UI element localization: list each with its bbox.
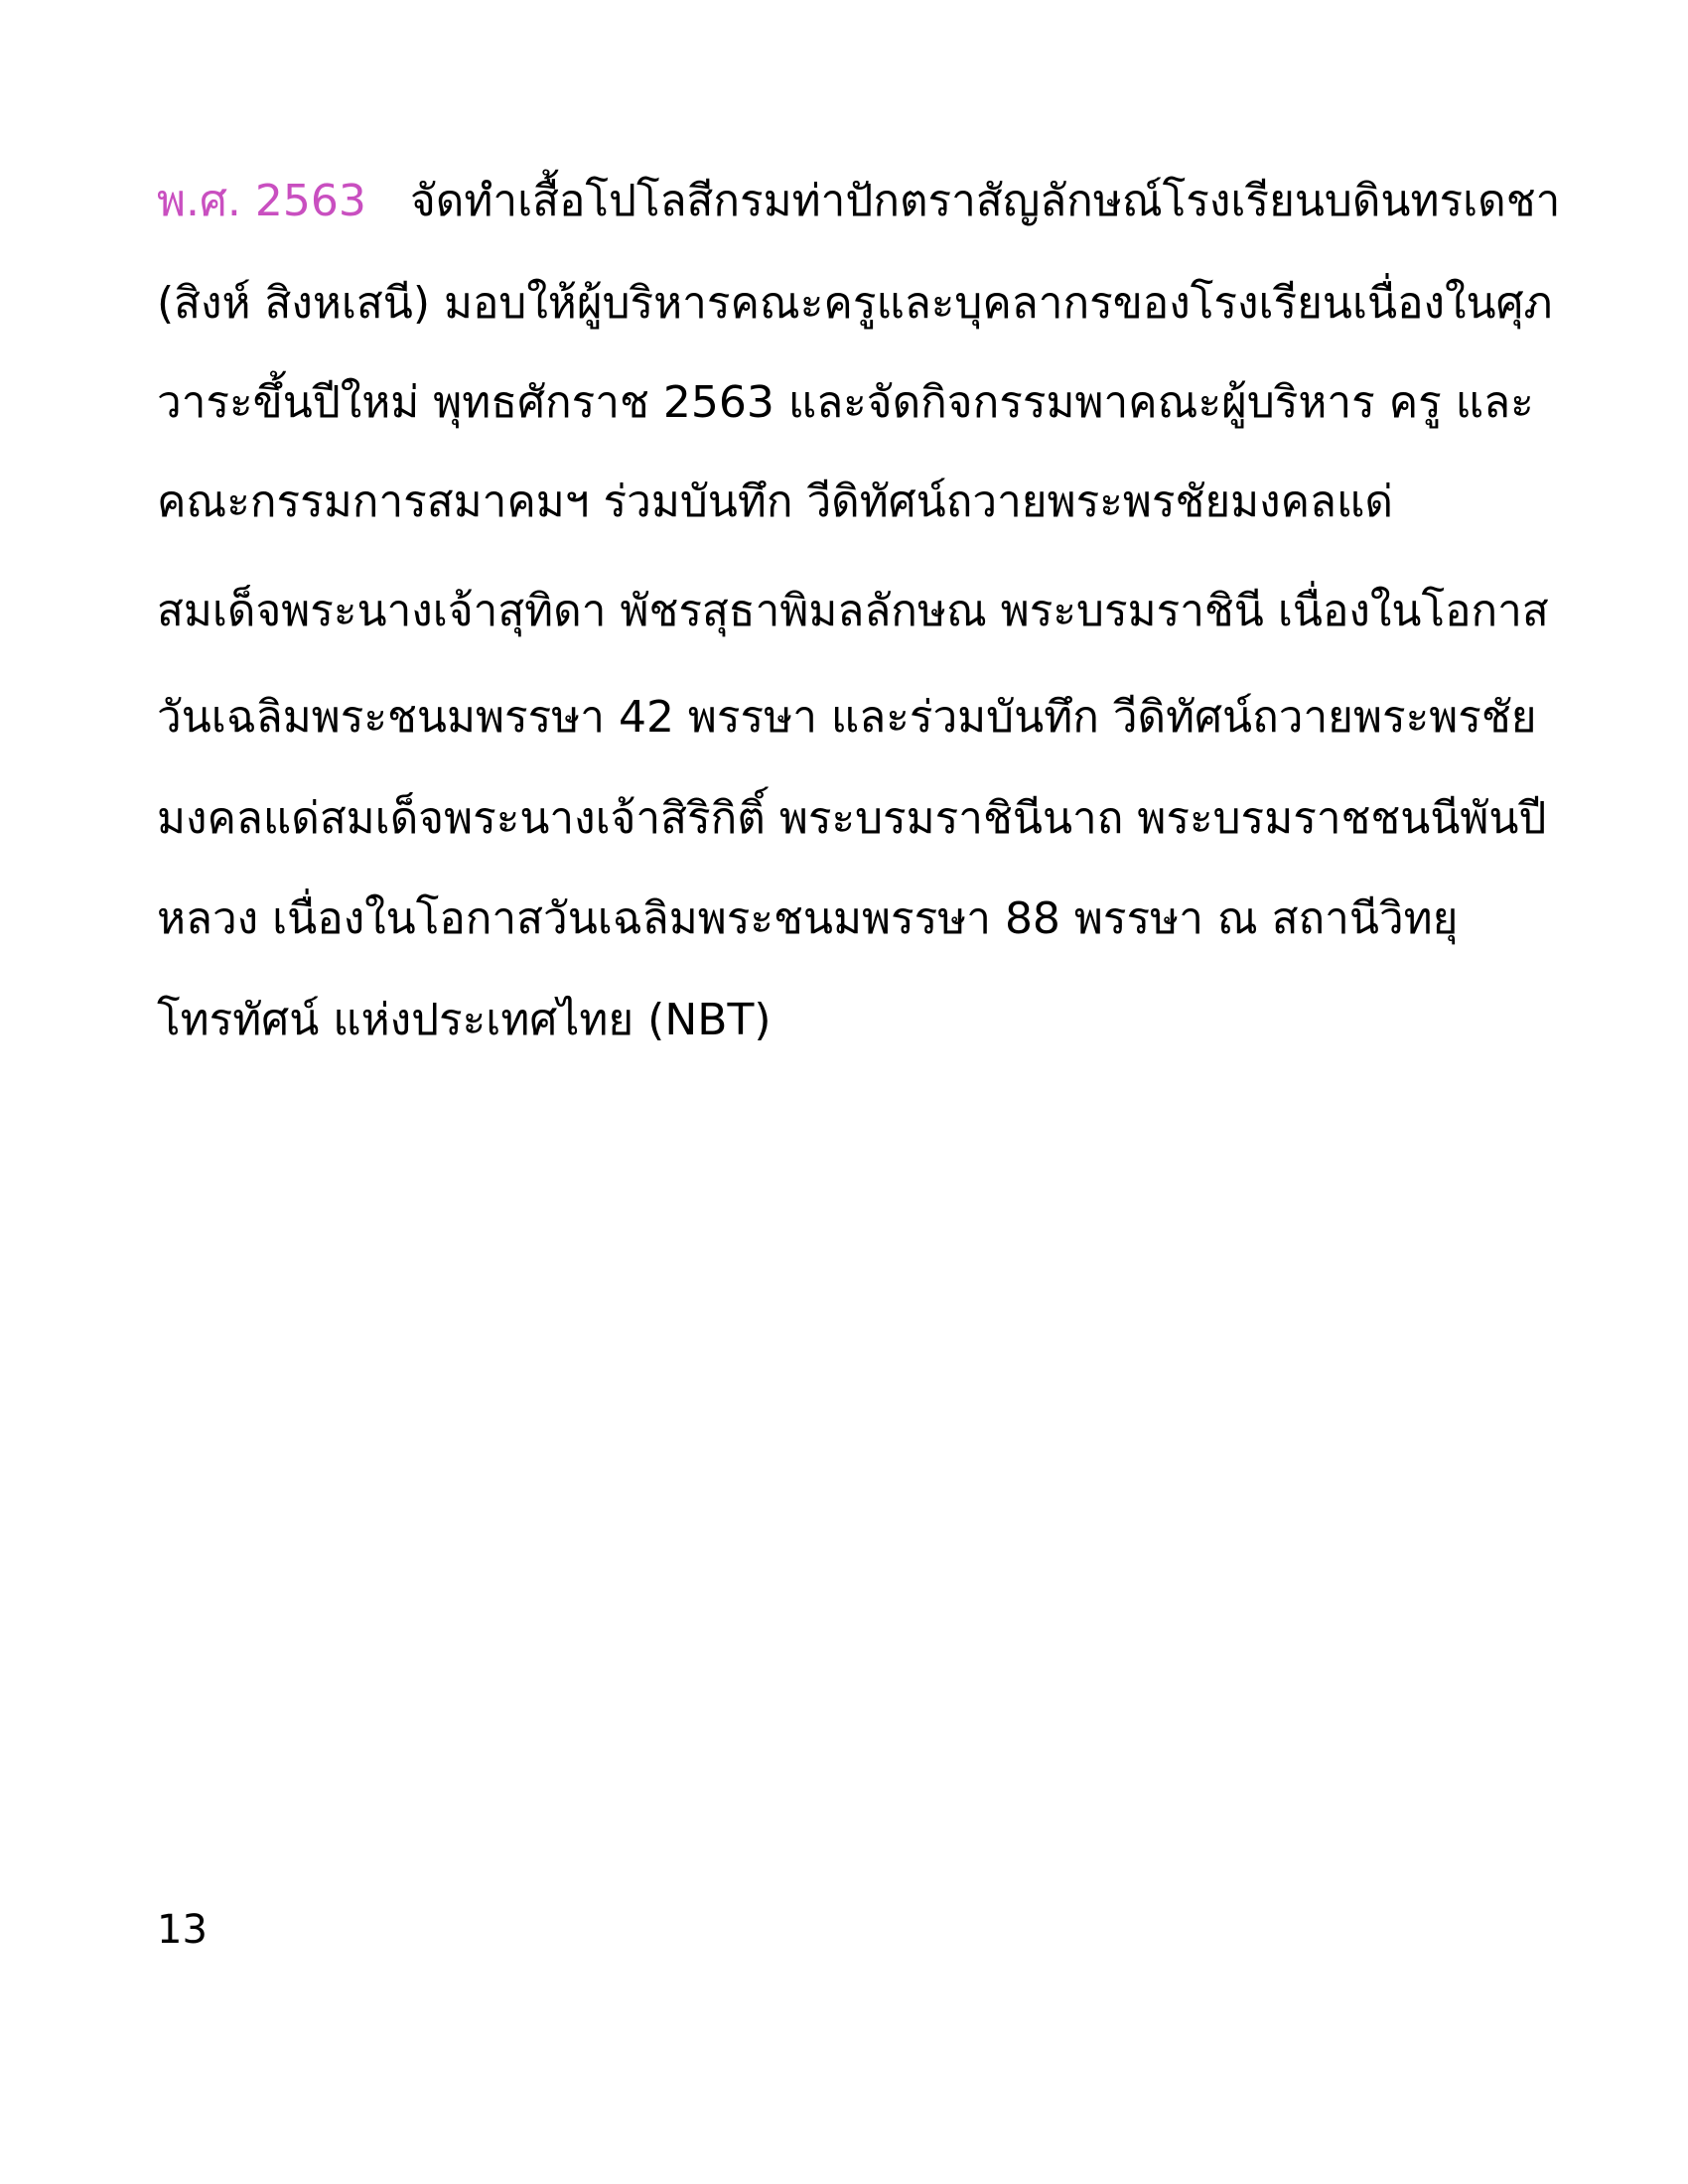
paragraph-line-4: คณะกรรมการสมาคมฯ ร่วมบันทึก วีดิทัศน์ถวายพระพรชัยมงคลแด่	[157, 477, 1393, 527]
paragraph-line-8: หลวง เนื่องในโอกาสวันเฉลิมพระชนมพรรษา 88 พรรษา ณ สถานีวิทยุ	[157, 893, 1459, 944]
page-number: 13	[157, 1907, 208, 1953]
paragraph-line-6: วันเฉลิมพระชนมพรรษา 42 พรรษา และร่วมบันทึก วีดิทัศน์ถวายพระพรชัย	[157, 692, 1537, 743]
year-label: พ.ศ. 2563	[157, 176, 366, 226]
paragraph-line-7: มงคลแด่สมเด็จพระนางเจ้าสิริกิติ์ พระบรมราชินีนาถ พระบรมราชชนนีพันปี	[157, 793, 1547, 844]
paragraph-line-3: วาระขึ้นปีใหม่ พุทธศักราช 2563 และจัดกิจกรรมพาคณะผู้บริหาร ครู และ	[157, 377, 1534, 428]
line-text: จัดทำเสื้อโปโลสีกรมท่าปักตราสัญลักษณ์โรงเรียนบดินทรเดชา	[410, 176, 1561, 226]
paragraph-line-9: โทรทัศน์ แห่งประเทศไทย (NBT)	[157, 995, 772, 1045]
paragraph-line-5: สมเด็จพระนางเจ้าสุทิดา พัชรสุธาพิมลลักษณ พระบรมราชินี เนื่องในโอกาส	[157, 586, 1549, 636]
paragraph-line-2: (สิงห์ สิงหเสนี) มอบให้ผู้บริหารคณะครูและบุคลากรของโรงเรียนเนื่องในศุภ	[157, 278, 1553, 329]
paragraph-line-1	[157, 174, 1560, 229]
